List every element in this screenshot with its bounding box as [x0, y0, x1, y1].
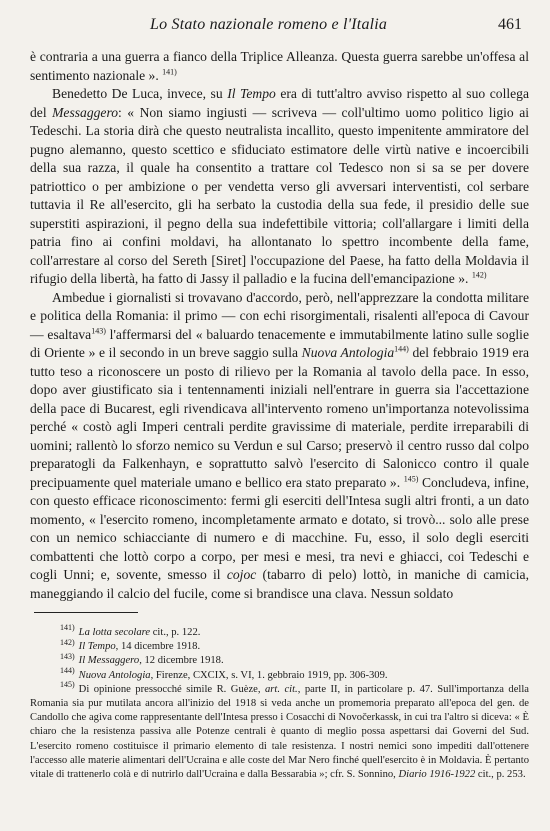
paragraph-2-text-b: era di tutt'altro avviso rispetto al suo collega del: [30, 86, 529, 120]
footnote-text-a: Di opinione pressocché simile R. Guèze,: [78, 683, 265, 695]
paragraph-3-text-b: l'affermarsi del « baluardo tenacemente e immutabilmente latino sulle soglie di Oriente » e il secondo in un breve saggio sulla: [30, 326, 529, 360]
paragraph-1: [30, 48, 529, 85]
footnote-number: 141): [60, 623, 75, 633]
paragraph-3-text-a: Ambedue i giornalisti si trovavano d'accordo, però, nell'apprezzare la condotta militare e politica della Romania: il primo — con echi risorgimentali, risalenti all'epoca di Cavour — esaltava: [30, 289, 529, 342]
footnotes: [30, 623, 529, 782]
journal-title-nuova-antologia: Nuova Antologia: [301, 345, 395, 360]
footnote-ref-141: 141): [162, 66, 177, 76]
footnote-text: , 12 dicembre 1918.: [139, 655, 224, 667]
footnote-text: cit., p. 122.: [150, 627, 201, 638]
word-cojoc: cojoc: [226, 567, 257, 582]
paragraph-3: [30, 289, 529, 604]
footnote-title: La lotta secolare: [78, 627, 151, 638]
footnote-title: Il Messaggero: [78, 655, 140, 667]
footnote-number: 143): [60, 651, 75, 661]
page-header: [0, 16, 550, 40]
footnote-art-cit: art. cit.: [264, 683, 298, 695]
footnote-divider: [34, 612, 138, 613]
footnote-ref-144: 144): [394, 344, 409, 354]
footnote-number: 145): [60, 680, 75, 690]
running-title: Lo Stato nazionale romeno e l'Italia: [150, 16, 388, 33]
page-number: 461: [498, 16, 522, 33]
footnote-diario-title: Diario 1916-1922: [398, 769, 476, 781]
footnote-ref-145: 145): [403, 473, 419, 483]
footnote-title: Nuova Antologia: [78, 669, 151, 681]
paragraph-2-text-c: : « Non siamo ingiusti — scriveva — coll'ultimo uomo politico ligio ai Tedeschi. La storia dirà che questo neutralista incallito, questo impenitente ammiratore del pugno alemanno, questo scettico e sfiduciato estimatore delle virtù native e incoercibili della sua razza, il quale ha consentito a trattare col Tedesco non si sa se per dovere patriottico o per ambizione o per vendetta verso gli avversari interventisti, col serbare tuttavia il Re all'esercito, gli ha serbato la custodia della sua fede, il presidio delle sue superstiti aspirazioni, il pegno della sua indefettibile vittoria; coll'allargare i limiti della patria fino ai confini moldavi, ha allontanato lo spettro incombente della fame, coll'arrestare al corso del Sereth [Siret] l'occupazione del Paese, ha fatto della Moldavia il rifugio della libertà, ha fatto di Jassy il palladio e la fucina dell'emancipazione ».: [30, 104, 530, 286]
newspaper-title-messaggero: Messaggero: [52, 104, 119, 120]
footnote-ref-142: 142): [471, 270, 487, 280]
footnote-ref-143: 143): [91, 325, 106, 335]
footnote-143: [30, 651, 529, 668]
footnote-number: 142): [60, 637, 75, 647]
footnote-text: , Firenze, CXCIX, s. VI, 1. gebbraio 1919, pp. 306-309.: [150, 669, 388, 681]
newspaper-title-il-tempo: Il Tempo: [227, 86, 276, 101]
paragraph-3-text-e: (tabarro di pelo) lottò, in maniche di camicia, maneggiando il calcio del fucile, come si brandisce una clava. Nessun soldato: [30, 567, 529, 601]
paragraph-1-text: è contraria a una guerra a fianco della Triplice Alleanza. Questa guerra sarebbe un'offesa al sentimento nazionale ».: [30, 49, 529, 83]
paragraph-3-text-c: del febbraio 1919 era tutto teso a riconoscere un posto di rilievo per la Romania al tavolo della pace. In esso, dopo aver giustificato sia i tentennamenti iniziali nell'entrare in guerra sia l'accettazione della pace di Bucarest, egli rivendicava all'intervento romeno un'importanza notevolissima perché « costò agli Imperi centrali perdite gravissime di materiale, perdite irreparabili di uomini; rallentò lo sforzo nemico su Verdun e sul Carso; preservò il centro russo dal colpo preparatogli da Falkenhayn, e soprattutto salvò l'esercito di Salonicco contro il quale precipuamente quel materiale umano e bellico era stato preparato ».: [30, 345, 530, 490]
footnote-141: [30, 623, 529, 640]
footnote-text: , 14 dicembre 1918.: [115, 641, 201, 653]
paragraph-2-text-a: Benedetto De Luca, invece, su: [52, 86, 228, 101]
paragraph-2: [30, 85, 529, 289]
paragraph-3-text-d: Concludeva, infine, con questo efficace riconoscimento: fermi gli eserciti dell'Intesa sugli altri fronti, a un dato momento, « l'esercito romeno, incompletamente armato e dotato, si trovò... solo alle prese con un nemico schiacciante di numero e di macchine. Fu, esso, il solo degli eserciti combattenti che lottò corpo a corpo, per mesi e mesi, tra nevi e ghiacci, coi Tedeschi e cogli Unni; e, sovente, smesso il: [30, 474, 529, 582]
footnote-142: [30, 637, 529, 654]
footnote-144: [30, 666, 529, 683]
footnote-text-b: , parte II, in particolare p. 47. Sull'importanza della Romania sia pur mutilata ancora all'inizio del 1918 si veda anche un promemoria preparato all'epoca del gen. de Candollo che agiva come rappresentante dell'Intesa presso i Cosacchi di Novočerkassk, in cui tra l'altro si diceva: « È chiaro che la resistenza passiva alle Potenze centrali è quanto di meglio possa aspettarsi dai Governi del Sud. L'esercito romeno costituisce il primario elemento di tale resistenza. I nostri nemici sono impediti dall'ottenere l'accesso alle materie alimentari dell'Ucraina e alle coste del Mar Nero finché quell'esercito è in Moldavia. È pertanto vitale di trattenerlo colà e di nutrirlo dall'Ucraina e dalla Bessarabia »; cfr. S. Sonnino,: [30, 683, 529, 781]
footnote-number: 144): [60, 666, 75, 676]
footnote-title: Il Tempo: [78, 641, 116, 653]
footnote-text-c: cit., p. 253.: [475, 769, 526, 781]
main-text: [30, 48, 529, 603]
footnote-145: [30, 680, 529, 782]
